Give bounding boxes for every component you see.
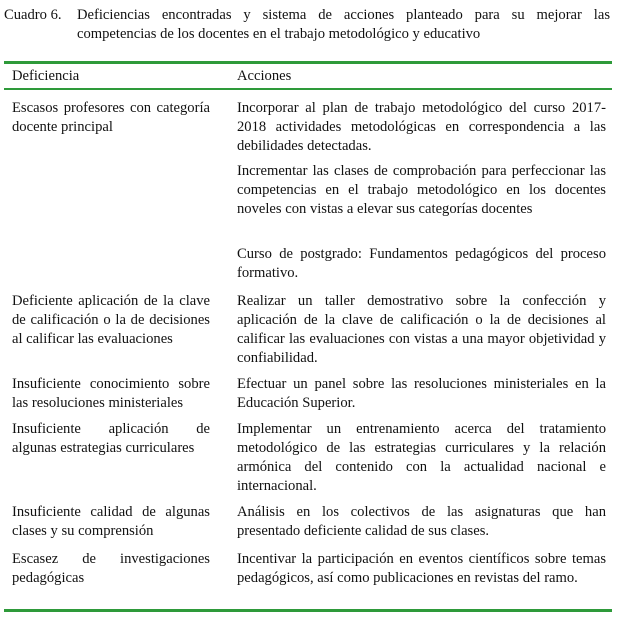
table-cell-accion: Incentivar la participación en eventos científicos sobre temas pedagógicos, así como publicaciones en revistas del ramo. bbox=[237, 551, 606, 586]
table-cell-accion: Curso de postgrado: Fundamentos pedagógicos del proceso formativo. bbox=[237, 246, 606, 281]
table-cell-accion: Incrementar las clases de comprobación para perfeccionar las competencias en el trabajo metodológico en los docentes noveles con vistas a elevar sus categorías docentes bbox=[237, 163, 606, 217]
table-cell-deficiencia: Insuficiente aplicación de algunas estrategias curriculares bbox=[12, 421, 210, 456]
table-cell-deficiencia: Escasez de investigaciones pedagógicas bbox=[12, 551, 210, 586]
table-cell-deficiencia: Insuficiente calidad de algunas clases y su comprensión bbox=[12, 504, 210, 539]
caption-text: Deficiencias encontradas y sistema de acciones planteado para su mejorar las competencias de los docentes en el trabajo metodológico y educativo bbox=[77, 7, 610, 42]
table-cell-deficiencia: Insuficiente conocimiento sobre las resoluciones ministeriales bbox=[12, 376, 210, 411]
table-bottom-rule bbox=[4, 609, 612, 612]
table-cell-deficiencia: Escasos profesores con categoría docente principal bbox=[12, 100, 210, 135]
header-deficiencia: Deficiencia bbox=[12, 68, 80, 84]
table-cell-accion: Implementar un entrenamiento acerca del tratamiento metodológico de las estrategias curriculares y la relación armónica del contenido con la actualidad nacional e internacional. bbox=[237, 421, 606, 494]
table-caption bbox=[4, 6, 610, 44]
caption-label: Cuadro 6. bbox=[4, 7, 62, 23]
table-cell-deficiencia: Deficiente aplicación de la clave de calificación o la de decisiones al calificar las evaluaciones bbox=[12, 293, 210, 347]
table-cell-accion: Análisis en los colectivos de las asignaturas que han presentado deficiente calidad de sus clases. bbox=[237, 504, 606, 539]
table-cell-accion: Incorporar al plan de trabajo metodológico del curso 2017-2018 actividades metodológicas en correspondencia a las debilidades detectadas. bbox=[237, 100, 606, 154]
table-header-rule bbox=[4, 88, 612, 90]
table-top-rule bbox=[4, 61, 612, 64]
table-cell-accion: Efectuar un panel sobre las resoluciones ministeriales en la Educación Superior. bbox=[237, 376, 606, 411]
header-acciones: Acciones bbox=[237, 68, 292, 84]
table-cell-accion: Realizar un taller demostrativo sobre la confección y aplicación de la clave de calificación o la de decisiones al calificar las evaluaciones con vistas a una mayor objetividad y confiabilidad. bbox=[237, 293, 606, 366]
